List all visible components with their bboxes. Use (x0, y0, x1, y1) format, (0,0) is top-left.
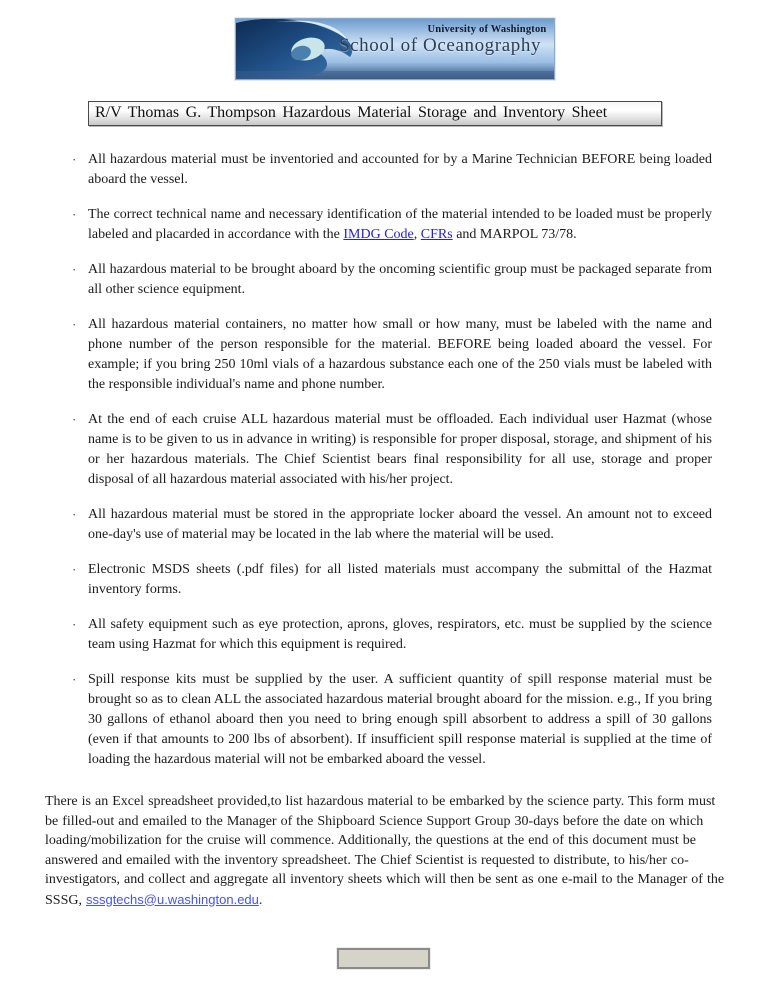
bullet-marker: · (72, 317, 77, 332)
rule-item-1 (72, 150, 712, 190)
imdg-code-link[interactable]: IMDG Code (343, 227, 414, 242)
rule-item-7 (72, 560, 712, 600)
bullet-marker: · (72, 562, 77, 577)
rule-text: All hazardous material must be inventoried and accounted for by a Marine Technician BEFORE being loaded aboard the vessel. (88, 152, 712, 187)
rule-text: All hazardous material to be brought aboard by the oncoming scientific group must be packaged separate from all other science equipment. (88, 262, 712, 297)
closing-paragraph (45, 792, 729, 910)
bullet-marker: · (72, 507, 77, 522)
form-button-placeholder[interactable] (337, 948, 430, 969)
rule-text: The correct technical name and necessary identification of the material intended to be loaded must be properly labeled and placarded in accordance with the (88, 207, 712, 242)
closing-text: . (258, 892, 263, 908)
uw-oceanography-banner (235, 18, 555, 80)
bullet-marker: · (72, 262, 77, 277)
rule-text: , (413, 227, 421, 242)
rule-item-2 (72, 205, 712, 245)
rule-text: Spill response kits must be supplied by the user. A sufficient quantity of spill response material must be brought so as to clean ALL the associated hazardous material brought aboard for the mission. e.g., If you bring 30 gallons of ethanol aboard then you need to bring enough spill absorbent to address a spill of 30 gallons (even if that amounts to 200 lbs of absorbent). If insufficient spill response material is supplied at the time of loading the hazardous material will not be embarked aboard the vessel. (88, 672, 712, 767)
hazmat-rules-list (72, 150, 712, 770)
cfrs-link[interactable]: CFRs (420, 227, 453, 242)
rule-text: and MARPOL 73/78. (452, 227, 577, 242)
rule-text: All hazardous material containers, no matter how small or how many, must be labeled with the name and phone number of the person responsible for the material. BEFORE being loaded aboard the vessel. For example; if you bring 250 10ml vials of a hazardous substance each one of the 250 vials must be labeled with the responsible individual's name and phone number. (88, 317, 712, 392)
bullet-marker: · (72, 672, 77, 687)
sssg-email-link[interactable]: sssgtechs@u.washington.edu (85, 891, 259, 907)
rule-item-6 (72, 505, 712, 545)
rule-item-8 (72, 615, 712, 655)
bullet-marker: · (72, 412, 77, 427)
document-title: R/V Thomas G. Thompson Hazardous Material Storage and Inventory Sheet (95, 104, 608, 121)
rule-text: Electronic MSDS sheets (.pdf files) for all listed materials must accompany the submittal of the Hazmat inventory forms. (88, 562, 712, 597)
rule-text: All safety equipment such as eye protection, aprons, gloves, respirators, etc. must be supplied by the science team using Hazmat for which this equipment is required. (88, 617, 712, 652)
rule-item-3 (72, 260, 712, 300)
rule-item-9 (72, 670, 712, 770)
rule-item-4 (72, 315, 712, 395)
bullet-marker: · (72, 617, 77, 632)
banner-school-name: School of Oceanography (338, 35, 542, 56)
rule-item-5 (72, 410, 712, 490)
bullet-marker: · (72, 207, 77, 222)
rule-text: All hazardous material must be stored in the appropriate locker aboard the vessel. An amount not to exceed one-day's use of material may be located in the lab where the material will be used. (88, 507, 712, 542)
document-title-box (88, 101, 662, 126)
banner-university-name: University of Washington (427, 24, 547, 35)
rule-text: At the end of each cruise ALL hazardous material must be offloaded. Each individual user Hazmat (whose name is to be given to us in advance in writing) is responsible for proper disposal, storage, and shipment of his or her hazardous materials. The Chief Scientist bears final responsibility for all use, storage and proper disposal of all hazardous material associated with his/her project. (88, 412, 712, 487)
bullet-marker: · (72, 152, 77, 167)
closing-text: There is an Excel spreadsheet provided,to list hazardous material to be embarked by the science party. This form must be filled-out and emailed to the Manager of the Shipboard Science Support Group 30-days before the date on which loading/mobilization for the cruise will commence. Additionally, the questions at the end of this document must be answered and emailed with the inventory spreadsheet. The Chief Scientist is requested to distribute, to his/her co-investigators, and collect and aggregate all inventory sheets which will then be sent as one e-mail to the Manager of the SSSG, (45, 794, 725, 908)
